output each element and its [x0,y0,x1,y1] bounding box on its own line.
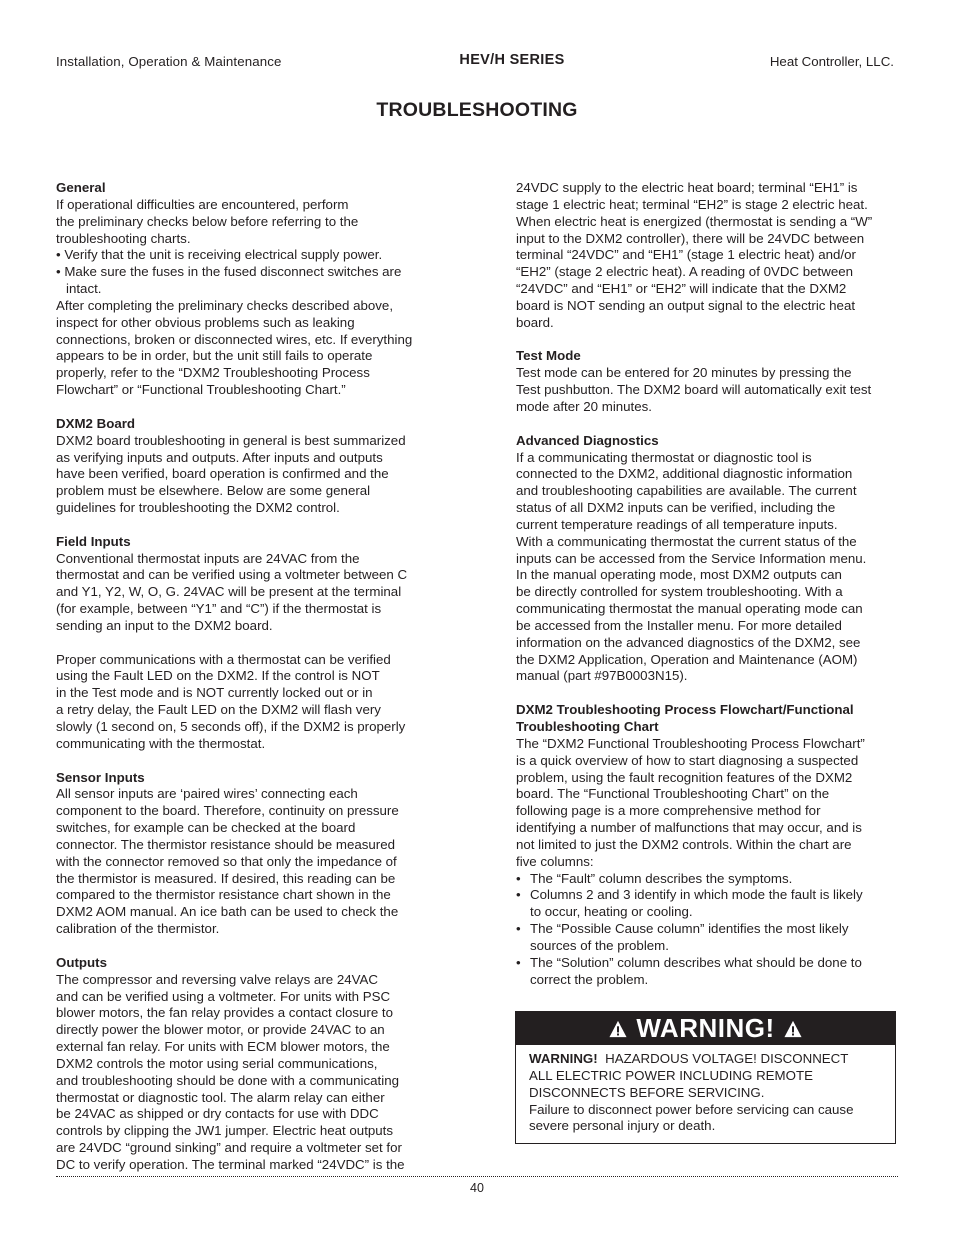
flowchart-line: problem, using the fault recognition features of the DXM2 [516,769,853,785]
dxm2-board-line: DXM2 board troubleshooting in general is best summarized [56,432,406,448]
dxm2-board-line: guidelines for troubleshooting the DXM2 control. [56,500,340,516]
field-inputs-line: slowly (1 second on, 5 seconds off), if the DXM2 is properly [56,719,406,734]
page-number: 40 [470,1181,484,1195]
warning-lead: WARNING! [529,1051,598,1066]
advanced-line: and troubleshooting capabilities are available. The current [516,483,857,499]
advanced-line: information on the advanced diagnostics of the DXM2, see [516,634,861,650]
general-line: the preliminary checks below before referring to the [56,213,359,229]
outputs-cont-line: 24VDC supply to the electric heat board; terminal “EH1” is [516,180,858,195]
flowchart-line: following page is a more comprehensive method for [516,803,821,819]
sensor-inputs-line: component to the board. Therefore, continuity on pressure [56,803,399,819]
dxm2-board-line: as verifying inputs and outputs. After inputs and outputs [56,449,383,465]
running-header [56,54,896,74]
advanced-line: the DXM2 Application, Operation and Maintenance (AOM) [516,651,858,667]
spacer [56,517,444,534]
flowchart-line: is a quick overview of how to start diagnosing a suspected [516,752,859,768]
bullet-text-cont: sources of the problem. [530,937,669,953]
spacer [516,416,904,433]
outputs-line: DXM2 controls the motor using serial communications, [56,1055,378,1071]
outputs-cont-line: When electric heat is energized (thermostat is sending a “W” [516,213,873,229]
field-inputs-line: using the Fault LED on the DXM2. If the control is NOT [56,668,380,684]
sensor-inputs-line: compared to the thermistor resistance chart shown in the [56,887,391,903]
general-line: inspect for other obvious problems such as leaking [56,314,355,330]
outputs-line: and can be verified using a voltmeter. For units with PSC [56,988,391,1004]
warning-title: WARNING! [636,1013,775,1043]
general-line: After completing the preliminary checks described above, [56,297,394,313]
spacer [516,332,904,349]
field-inputs-line: a retry delay, the Fault LED on the DXM2 will flash very [56,702,381,718]
outputs-line: and troubleshooting should be done with a communicating [56,1072,399,1088]
warning-line: severe personal injury or death. [529,1118,716,1134]
test-mode-line: mode after 20 minutes. [516,398,652,414]
sensor-inputs-line: DXM2 AOM manual. An ice bath can be used to check the [56,904,399,920]
section-heading-flowchart-cont: Troubleshooting Chart [516,719,659,734]
advanced-line: status of all DXM2 inputs can be verified, including the [516,500,836,516]
flowchart-line: board. The “Functional Troubleshooting Chart” on the [516,786,830,802]
header-series-title: HEV/H SERIES [459,52,565,68]
field-inputs-line: thermostat and can be verified using a voltmeter between C [56,567,408,583]
field-inputs-line: sending an input to the DXM2 board. [56,617,273,633]
warning-box [515,1011,896,1144]
advanced-line: be directly controlled for system troubleshooting. With a [516,584,843,600]
general-bullet: • Make sure the fuses in the fused disconnect switches are [56,264,402,280]
test-mode-line: Test mode can be entered for 20 minutes by pressing the [516,365,852,381]
warning-line: ALL ELECTRIC POWER INCLUDING REMOTE [529,1067,813,1083]
outputs-cont-line: input to the DXM2 controller), there will be 24VDC between [516,230,865,246]
advanced-line: communicating thermostat the manual operating mode can [516,601,863,617]
right-column [516,180,904,989]
spacer [56,399,444,416]
outputs-cont-line: board. [516,314,554,330]
dxm2-board-line: problem must be elsewhere. Below are some general [56,483,371,499]
section-heading-advanced-diagnostics: Advanced Diagnostics [516,432,659,448]
bullet-item [516,871,904,888]
bullet-dot: • [516,921,521,937]
advanced-line: In the manual operating mode, most DXM2 outputs can [516,567,842,583]
sensor-inputs-line: with the connector removed so that only the impedance of [56,853,397,869]
outputs-line: thermostat or diagnostic tool. The alarm relay can either [56,1089,385,1105]
flowchart-line: The “DXM2 Functional Troubleshooting Process Flowchart” [516,735,865,751]
flowchart-line: not limited to just the DXM2 controls. Within the chart are [516,836,852,852]
flowchart-line: five columns: [516,853,594,869]
flowchart-line: identifying a number of malfunctions that may occur, and is [516,820,862,836]
outputs-cont-line: stage 1 electric heat; terminal “EH2” is stage 2 electric heat. [516,196,868,212]
bullet-item [516,955,904,972]
outputs-line: DC to verify operation. The terminal marked “24VDC” is the [56,1156,405,1172]
sensor-inputs-line: All sensor inputs are ‘paired wires’ connecting each [56,786,358,802]
bullet-dot: • [516,887,521,903]
dxm2-board-line: have been verified, board operation is confirmed and the [56,466,389,482]
outputs-cont-line: terminal “24VDC” and “EH1” (stage 1 electric heat) and/or [516,247,856,263]
general-line: appears to be in order, but the unit still fails to operate [56,348,373,364]
advanced-line: current temperature readings of all temperature inputs. [516,516,838,532]
general-bullet: • Verify that the unit is receiving electrical supply power. [56,247,383,263]
spacer [516,685,904,702]
advanced-line: inputs can be accessed from the Service Information menu. [516,550,867,566]
field-inputs-line: (for example, between “Y1” and “C”) if the thermostat is [56,601,382,617]
field-inputs-line: Conventional thermostat inputs are 24VAC from the [56,550,360,566]
bullet-text: Columns 2 and 3 identify in which mode the fault is likely [530,887,863,903]
field-inputs-line: in the Test mode and is NOT currently locked out or in [56,685,373,701]
general-line: connections, broken or disconnected wires, etc. If everything [56,331,413,347]
bullet-text-cont: to occur, heating or cooling. [530,904,693,920]
outputs-line: The compressor and reversing valve relays are 24VAC [56,971,378,987]
advanced-line: be accessed from the Installer menu. For more detailed [516,617,842,633]
advanced-line: manual (part #97B0003N15). [516,668,688,684]
bullet-text: The “Possible Cause column” identifies the most likely [530,921,849,937]
advanced-line: connected to the DXM2, additional diagnostic information [516,466,853,482]
sensor-inputs-line: switches, for example can be checked at the board [56,820,356,836]
left-column [56,180,444,1174]
warning-line [529,1051,883,1068]
general-line: If operational difficulties are encountered, perform [56,196,349,212]
field-inputs-line: communicating with the thermostat. [56,735,266,751]
sensor-inputs-line: the thermistor is measured. If desired, this reading can be [56,870,396,886]
bullet-text: The “Fault” column describes the symptoms. [530,870,793,886]
bullet-dot: • [516,954,521,970]
outputs-line: be 24VAC as shipped or dry contacts for use with DDC [56,1106,379,1122]
advanced-line: With a communicating thermostat the current status of the [516,533,857,549]
outputs-cont-line: “24VDC” and “EH1” or “EH2” will indicate that the DXM2 [516,281,847,297]
field-inputs-line: Proper communications with a thermostat can be verified [56,651,391,667]
section-heading-outputs: Outputs [56,954,107,970]
section-heading-sensor-inputs: Sensor Inputs [56,769,145,785]
warning-line-rest: HAZARDOUS VOLTAGE! DISCONNECT [597,1051,849,1066]
outputs-line: are 24VDC “ground sinking” and require a voltmeter set for [56,1140,402,1156]
general-line: Flowchart” or “Functional Troubleshooting Chart.” [56,382,346,398]
outputs-line: external fan relay. For units with ECM blower motors, the [56,1039,390,1055]
section-heading-general: General [56,180,106,195]
spacer [56,938,444,955]
section-heading-dxm2-board: DXM2 Board [56,415,136,431]
page-title: TROUBLESHOOTING [376,99,578,121]
outputs-line: directly power the blower motor, or provide 24VAC to an [56,1022,385,1038]
header-company: Heat Controller, LLC. [769,54,894,69]
warning-title-bar [516,1012,895,1045]
general-line: properly, refer to the “DXM2 Troubleshooting Process [56,365,370,381]
bullet-text-cont: correct the problem. [530,971,649,987]
warning-line: DISCONNECTS BEFORE SERVICING. [529,1084,765,1100]
warning-body [516,1045,895,1135]
header-left-text: Installation, Operation & Maintenance [56,54,282,69]
bullet-item [516,887,904,904]
field-inputs-line: and Y1, Y2, W, O, G. 24VAC will be present at the terminal [56,584,402,600]
sensor-inputs-line: calibration of the thermistor. [56,921,220,937]
outputs-cont-line: board is NOT sending an output signal to the electric heat [516,297,856,313]
advanced-line: If a communicating thermostat or diagnostic tool is [516,449,812,465]
outputs-line: blower motors, the fan relay provides a contact closure to [56,1005,394,1021]
outputs-line: controls by clipping the JW1 jumper. Electric heat outputs [56,1123,394,1139]
bullet-item [516,921,904,938]
section-heading-field-inputs: Field Inputs [56,533,131,549]
warning-triangle-icon [609,1020,627,1038]
test-mode-line: Test pushbutton. The DXM2 board will automatically exit test [516,382,872,398]
outputs-cont-line: “EH2” (stage 2 electric heat). A reading of 0VDC between [516,264,854,280]
section-heading-flowchart: DXM2 Troubleshooting Process Flowchart/Functional [516,702,854,718]
general-line: troubleshooting charts. [56,230,191,246]
spacer [56,635,444,652]
spacer [56,753,444,770]
general-bullet-cont: intact. [66,281,102,297]
bullet-text: The “Solution” column describes what should be done to [530,954,862,970]
footer-dotted-rule [56,1176,898,1177]
warning-line: Failure to disconnect power before servicing can cause [529,1101,854,1117]
bullet-dot: • [516,870,521,886]
sensor-inputs-line: connector. The thermistor resistance should be measured [56,836,396,852]
section-heading-test-mode: Test Mode [516,348,581,364]
warning-triangle-icon [784,1020,802,1038]
